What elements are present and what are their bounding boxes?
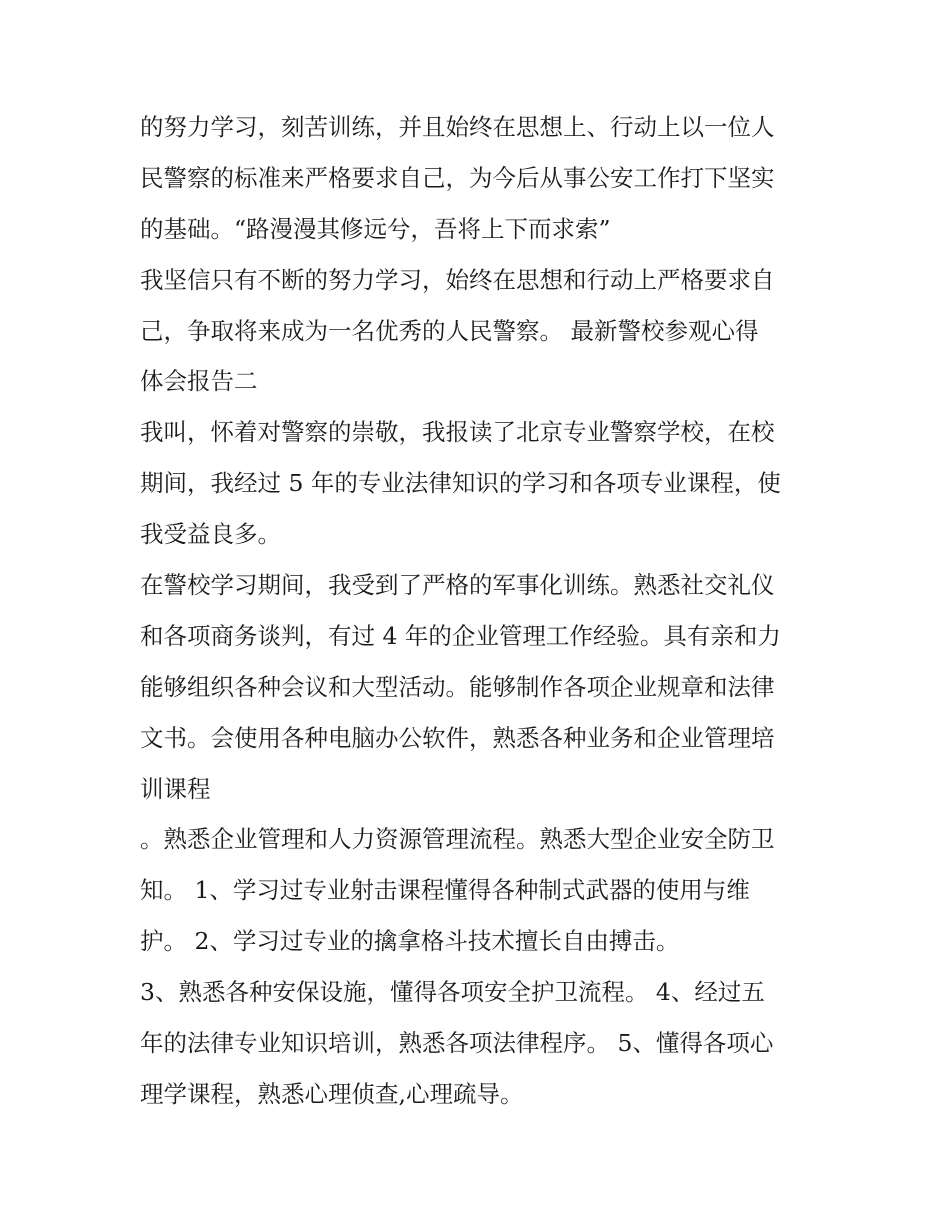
text-line: 己，争取将来成为一名优秀的人民警察。 最新警校参观心得 [140, 316, 759, 345]
text-line: 训课程 [140, 774, 211, 803]
text-line: 能够组织各种会议和大型活动。能够制作各项企业规章和法律 [140, 672, 775, 701]
text-line: 我坚信只有不断的努力学习，始终在思想和行动上严格要求自 [140, 265, 775, 294]
text-line: 文书。会使用各种电脑办公软件，熟悉各种业务和企业管理培 [140, 723, 775, 752]
text-line: 和各项商务谈判，有过 4 年的企业管理工作经验。具有亲和力 [140, 621, 781, 650]
text-line: 。熟悉企业管理和人力资源管理流程。熟悉大型企业安全防卫 [140, 825, 775, 854]
text-line: 理学课程，熟悉心理侦查,心理疏导。 [140, 1079, 524, 1108]
text-line: 我叫，怀着对警察的崇敬，我报读了北京专业警察学校，在校 [140, 418, 775, 447]
text-line: 我受益良多。 [140, 520, 281, 549]
text-line: 的基础。“路漫漫其修远兮，吾将上下而求索” [140, 214, 611, 243]
text-line: 年的法律专业知识培训，熟悉各项法律程序。 5、懂得各项心 [140, 1029, 774, 1058]
text-line: 的努力学习，刻苦训练，并且始终在思想上、行动上以一位人 [140, 113, 775, 141]
document-body [140, 102, 820, 1120]
text-line: 知。 1、学习过专业射击课程懂得各种制式武器的使用与维 [140, 876, 750, 905]
text-line: 3、熟悉各种安保设施，懂得各项安全护卫流程。 4、经过五 [140, 978, 765, 1007]
text-line: 护。 2、学习过专业的擒拿格斗技术擅长自由搏击。 [140, 927, 680, 956]
text-line: 期间，我经过 5 年的专业法律知识的学习和各项专业课程，使 [140, 469, 781, 498]
text-line: 在警校学习期间，我受到了严格的军事化训练。熟悉社交礼仪 [140, 571, 775, 600]
text-line: 民警察的标准来严格要求自己，为今后从事公安工作打下坚实 [140, 163, 775, 192]
section-heading-line: 体会报告二 [140, 367, 258, 396]
